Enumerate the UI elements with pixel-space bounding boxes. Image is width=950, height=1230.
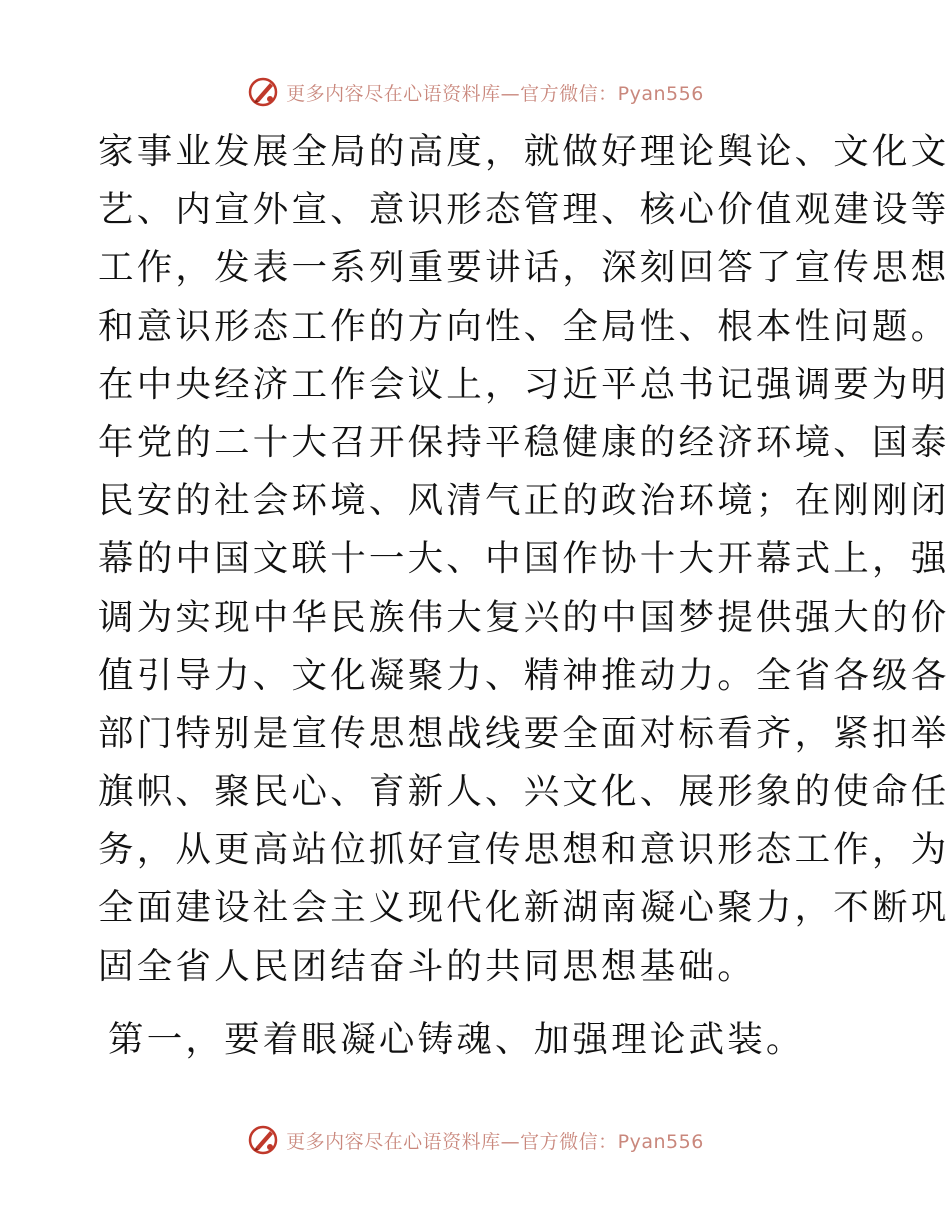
pen-nib-logo-icon <box>246 75 280 109</box>
paragraph-line: 部门特别是宣传思想战线要全面对标看齐，紧扣举 <box>98 712 950 754</box>
section-heading: 第一，要着眼凝心铸魂、加强理论武装。 <box>108 1019 805 1060</box>
paragraph-line: 旗帜、聚民心、育新人、兴文化、展形象的使命任 <box>98 771 950 813</box>
header-banner <box>0 72 950 112</box>
paragraph-line: 值引导力、文化凝聚力、精神推动力。全省各级各 <box>98 654 950 696</box>
pen-nib-logo-icon <box>246 1123 280 1157</box>
paragraph-line: 工作，发表一系列重要讲话，深刻回答了宣传思想 <box>98 247 950 289</box>
paragraph-line: 家事业发展全局的高度，就做好理论舆论、文化文 <box>98 131 950 172</box>
paragraph-line: 调为实现中华民族伟大复兴的中国梦提供强大的价 <box>98 596 950 638</box>
paragraph-line: 全面建设社会主义现代化新湖南凝心聚力，不断巩 <box>98 887 950 929</box>
paragraph-line: 和意识形态工作的方向性、全局性、根本性问题。 <box>98 305 950 347</box>
paragraph-line: 务，从更高站位抓好宣传思想和意识形态工作，为 <box>98 829 950 871</box>
footer-banner-text: 更多内容尽在心语资料库—官方微信：Pyan556 <box>286 1130 704 1153</box>
paragraph-line: 固全省人民团结奋斗的共同思想基础。 <box>98 945 756 987</box>
paragraph-line: 幕的中国文联十一大、中国作协十大开幕式上，强 <box>98 538 950 580</box>
body-paragraph <box>98 123 950 996</box>
paragraph-line: 在中央经济工作会议上，习近平总书记强调要为明 <box>98 363 950 405</box>
footer-banner <box>0 1120 950 1160</box>
paragraph-line: 民安的社会环境、风清气正的政治环境；在刚刚闭 <box>98 480 950 522</box>
paragraph-line: 年党的二十大召开保持平稳健康的经济环境、国泰 <box>98 421 950 463</box>
paragraph-line: 艺、内宣外宣、意识形态管理、核心价值观建设等 <box>98 189 950 231</box>
header-banner-text: 更多内容尽在心语资料库—官方微信：Pyan556 <box>286 82 704 105</box>
